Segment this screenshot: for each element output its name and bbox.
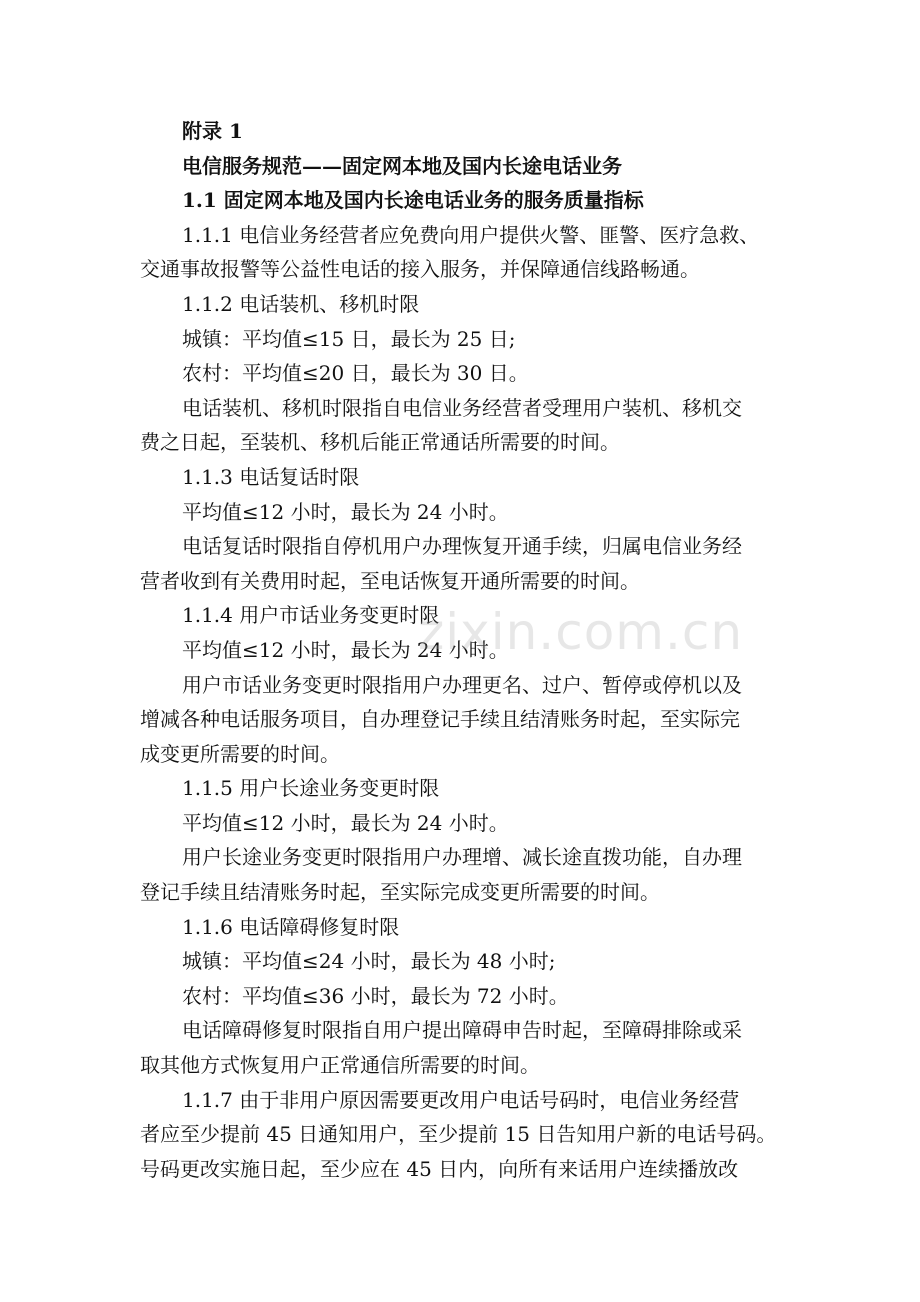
heading-line: 附录 1 xyxy=(182,119,243,143)
body-text-line: 1.1.4 用户市话业务变更时限 xyxy=(182,603,440,628)
body-text-line: 登记手续且结清账务时起，至实际完成变更所需要的时间。 xyxy=(140,880,660,905)
body-text-line: 农村：平均值≤20 日，最长为 30 日。 xyxy=(182,361,529,386)
body-text-line: 1.1.7 由于非用户原因需要更改用户电话号码时，电信业务经营 xyxy=(182,1087,740,1112)
watermark-text: zixin.com.cn xyxy=(418,603,744,661)
body-text-line: 营者收到有关费用时起，至电话恢复开通所需要的时间。 xyxy=(140,568,640,593)
body-text-line: 平均值≤12 小时，最长为 24 小时。 xyxy=(182,810,509,835)
body-text-line: 1.1.3 电话复话时限 xyxy=(182,464,360,489)
body-text-line: 者应至少提前 45 日通知用户，至少提前 15 日告知用户新的电话号码。 xyxy=(140,1122,777,1147)
body-text-line: 电话障碍修复时限指自用户提出障碍申告时起，至障碍排除或采 xyxy=(182,1018,742,1043)
body-text-line: 增减各种电话服务项目，自办理登记手续且结清账务时起，至实际完 xyxy=(140,707,740,732)
body-text-line: 1.1.2 电话装机、移机时限 xyxy=(182,291,420,316)
body-text-line: 城镇：平均值≤15 日，最长为 25 日; xyxy=(182,326,516,351)
body-text-line: 1.1.5 用户长途业务变更时限 xyxy=(182,776,440,801)
body-text-line: 1.1.1 电信业务经营者应免费向用户提供火警、匪警、医疗急救、 xyxy=(182,222,760,247)
body-text-line: 用户市话业务变更时限指用户办理更名、过户、暂停或停机以及 xyxy=(182,672,742,697)
body-text-line: 平均值≤12 小时，最长为 24 小时。 xyxy=(182,637,509,662)
body-text-line: 电话复话时限指自停机用户办理恢复开通手续，归属电信业务经 xyxy=(182,534,742,559)
body-text-line: 电话装机、移机时限指自电信业务经营者受理用户装机、移机交 xyxy=(182,395,742,420)
body-text-line: 平均值≤12 小时，最长为 24 小时。 xyxy=(182,499,509,524)
body-text-line: 取其他方式恢复用户正常通信所需要的时间。 xyxy=(140,1053,540,1078)
document-body xyxy=(140,114,790,1186)
body-text-line: 号码更改实施日起，至少应在 45 日内，向所有来话用户连续播放改 xyxy=(140,1156,739,1181)
body-text-line: 成变更所需要的时间。 xyxy=(140,741,340,766)
body-text-line: 农村：平均值≤36 小时，最长为 72 小时。 xyxy=(182,983,569,1008)
body-text-line: 费之日起，至装机、移机后能正常通话所需要的时间。 xyxy=(140,430,620,455)
heading-line: 1.1 固定网本地及国内长途电话业务的服务质量指标 xyxy=(182,188,644,213)
body-text-line: 城镇：平均值≤24 小时，最长为 48 小时; xyxy=(182,949,556,974)
body-text-line: 交通事故报警等公益性电话的接入服务，并保障通信线路畅通。 xyxy=(140,257,700,282)
body-text-line: 1.1.6 电话障碍修复时限 xyxy=(182,914,400,939)
heading-line: 电信服务规范——固定网本地及国内长途电话业务 xyxy=(182,153,622,178)
body-text-line: 用户长途业务变更时限指用户办理增、减长途直拨功能，自办理 xyxy=(182,845,742,870)
